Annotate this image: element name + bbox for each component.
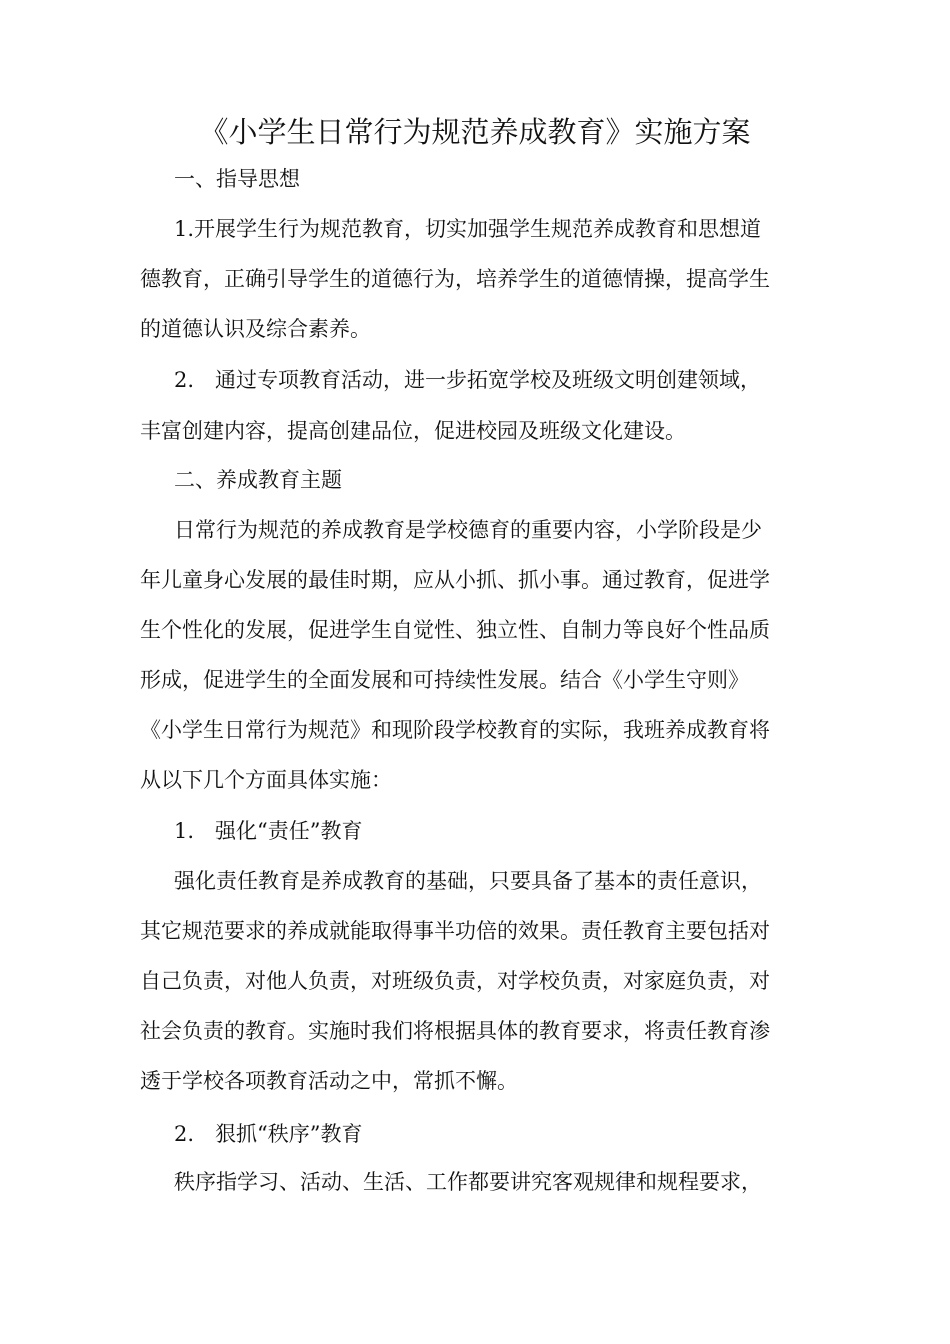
paragraph-line: 1.开展学生行为规范教育，切实加强学生规范养成教育和思想道	[174, 217, 762, 241]
paragraph-line: 形成，促进学生的全面发展和可持续性发展。结合《小学生守则》	[140, 668, 749, 692]
paragraph-line: 秩序指学习、活动、生活、工作都要讲究客观规律和规程要求，	[174, 1170, 762, 1194]
section-heading-guiding-ideology: 一、指导思想	[174, 167, 300, 191]
paragraph-line: 社会负责的教育。实施时我们将根据具体的教育要求，将责任教育渗	[140, 1019, 770, 1043]
paragraph-line: 年儿童身心发展的最佳时期，应从小抓、抓小事。通过教育，促进学	[140, 568, 770, 592]
item-heading-responsibility: 1. 强化“责任”教育	[174, 819, 363, 843]
paragraph-line: 其它规范要求的养成就能取得事半功倍的效果。责任教育主要包括对	[140, 919, 770, 943]
paragraph-line: 《小学生日常行为规范》和现阶段学校教育的实际，我班养成教育将	[140, 718, 770, 742]
paragraph-line: 的道德认识及综合素养。	[140, 317, 371, 341]
paragraph-line: 2. 通过专项教育活动，进一步拓宽学校及班级文明创建领域，	[174, 368, 762, 392]
paragraph-line: 日常行为规范的养成教育是学校德育的重要内容，小学阶段是少	[174, 518, 762, 542]
paragraph-line: 生个性化的发展，促进学生自觉性、独立性、自制力等良好个性品质	[140, 618, 770, 642]
item-heading-order: 2. 狠抓“秩序”教育	[174, 1122, 363, 1146]
paragraph-line: 从以下几个方面具体实施：	[140, 768, 392, 792]
paragraph-line: 德教育，正确引导学生的道德行为，培养学生的道德情操，提高学生	[140, 267, 770, 291]
section-heading-education-theme: 二、养成教育主题	[174, 468, 342, 492]
paragraph-line: 自己负责，对他人负责，对班级负责，对学校负责，对家庭负责，对	[140, 969, 770, 993]
document-title: 《小学生日常行为规范养成教育》实施方案	[199, 115, 751, 149]
paragraph-line: 透于学校各项教育活动之中，常抓不懈。	[140, 1069, 518, 1093]
paragraph-line: 丰富创建内容，提高创建品位，促进校园及班级文化建设。	[140, 419, 686, 443]
paragraph-line: 强化责任教育是养成教育的基础，只要具备了基本的责任意识，	[174, 869, 762, 893]
